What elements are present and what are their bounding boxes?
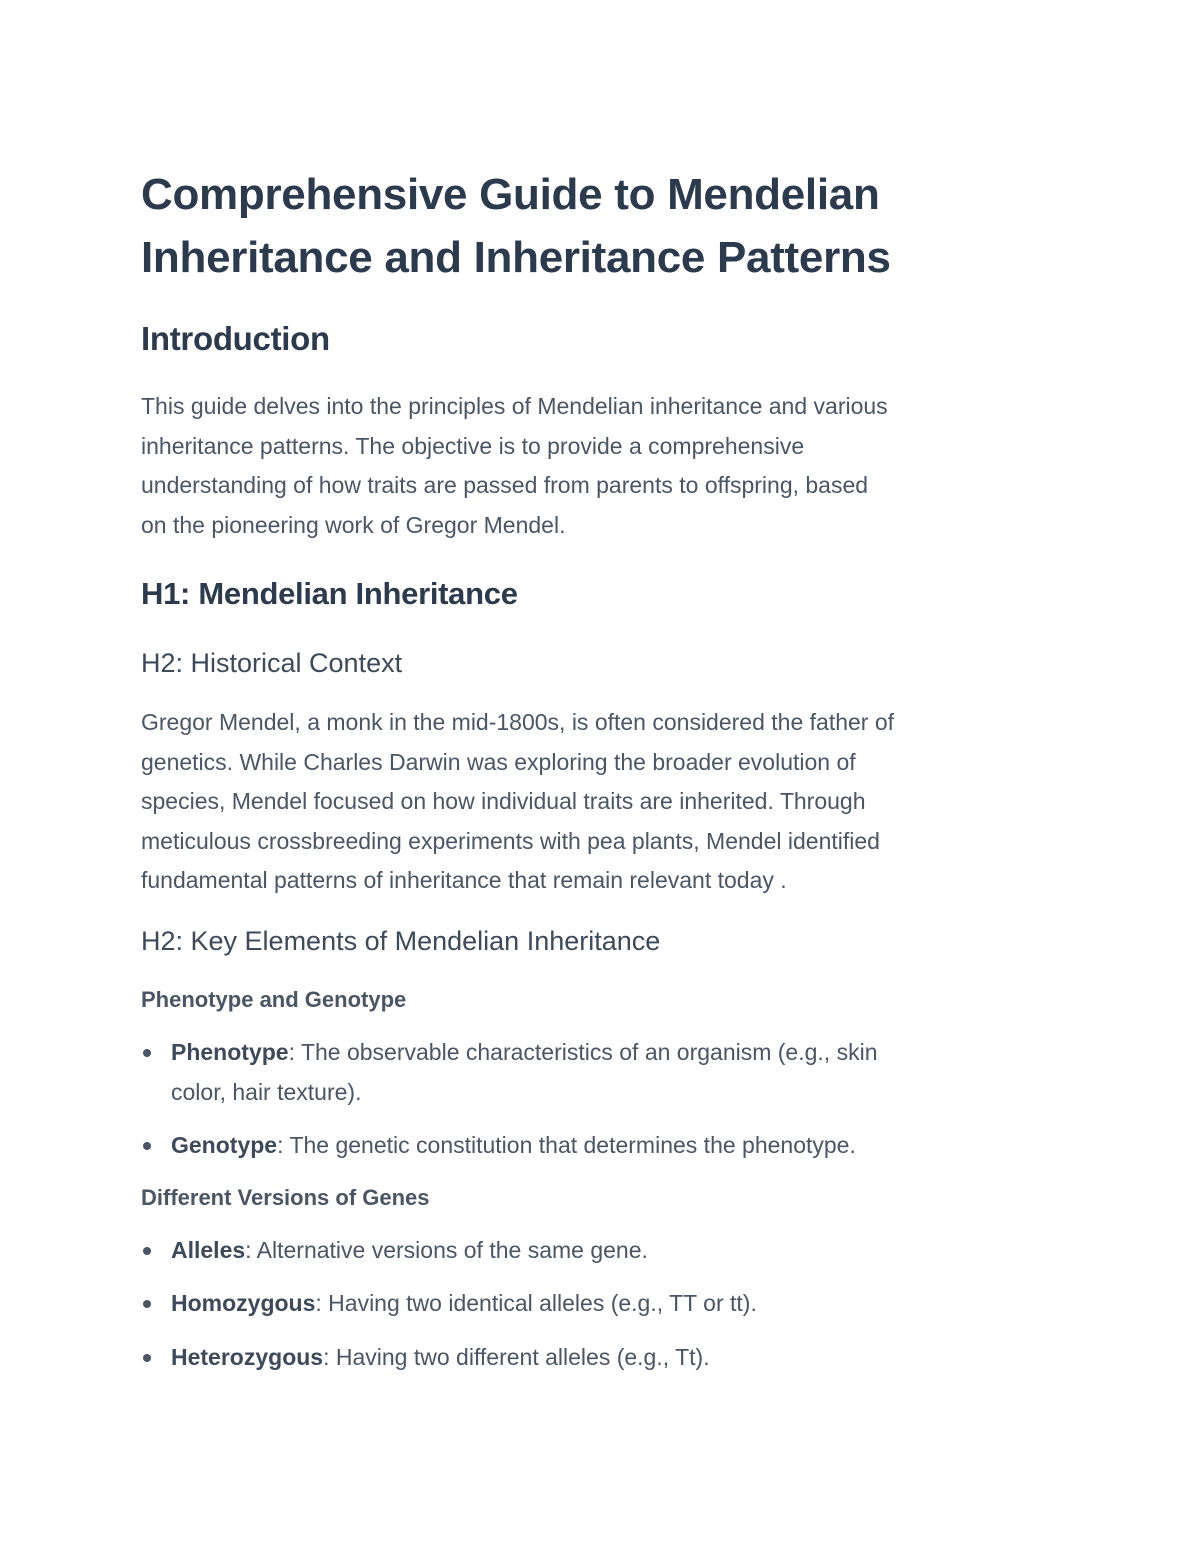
h2-historical-context: H2: Historical Context <box>141 648 403 678</box>
definition: : Having two different alleles (e.g., Tt). <box>323 1344 710 1370</box>
paragraph-line: Gregor Mendel, a monk in the mid-1800s, is often considered the father of <box>141 709 895 735</box>
paragraph-line: inheritance patterns. The objective is to provide a comprehensive <box>141 432 805 459</box>
h2-key-elements: H2: Key Elements of Mendelian Inheritance <box>141 926 661 956</box>
introduction-heading: Introduction <box>141 320 330 357</box>
term: Genotype <box>171 1132 278 1158</box>
bullet-icon <box>143 1049 151 1057</box>
bullet-icon <box>143 1142 151 1150</box>
paragraph-line: fundamental patterns of inheritance that remain relevant today . <box>141 867 787 893</box>
paragraph-line: genetics. While Charles Darwin was exploring the broader evolution of <box>141 748 856 775</box>
title-line: Comprehensive Guide to Mendelian <box>141 170 880 219</box>
list-item-homozygous <box>141 1284 757 1324</box>
paragraph-line: meticulous crossbreeding experiments with pea plants, Mendel identified <box>141 827 880 854</box>
bullet-icon <box>143 1300 151 1308</box>
phenotype-genotype-heading: Phenotype and Genotype <box>141 987 407 1012</box>
introduction-paragraph <box>141 387 888 545</box>
title-line: Inheritance and Inheritance Patterns <box>141 233 891 282</box>
term: Alleles <box>171 1237 246 1263</box>
historical-paragraph <box>141 703 894 901</box>
paragraph-line: understanding of how traits are passed from parents to offspring, based <box>141 472 869 498</box>
list-item-phenotype <box>141 1033 877 1112</box>
document-title <box>141 163 891 289</box>
paragraph-line: This guide delves into the principles of Mendelian inheritance and various <box>141 393 888 419</box>
term: Homozygous <box>171 1290 316 1316</box>
list-item-heterozygous <box>141 1338 710 1378</box>
versions-of-genes-heading: Different Versions of Genes <box>141 1185 430 1210</box>
term: Heterozygous <box>171 1344 324 1370</box>
definition: : Having two identical alleles (e.g., TT or tt). <box>315 1290 757 1316</box>
bullet-icon <box>143 1354 151 1362</box>
list-item-genotype <box>141 1126 856 1166</box>
definition-continued: color, hair texture). <box>171 1078 362 1105</box>
bullet-icon <box>143 1247 151 1255</box>
paragraph-line: species, Mendel focused on how individual traits are inherited. Through <box>141 788 866 814</box>
definition: : The observable characteristics of an organism (e.g., skin <box>288 1039 878 1065</box>
paragraph-line: on the pioneering work of Gregor Mendel. <box>141 511 566 538</box>
definition: : Alternative versions of the same gene. <box>245 1237 648 1263</box>
list-item-alleles <box>141 1231 648 1271</box>
definition: : The genetic constitution that determines the phenotype. <box>277 1132 856 1158</box>
term: Phenotype <box>171 1039 289 1065</box>
h1-mendelian-inheritance: H1: Mendelian Inheritance <box>141 576 518 611</box>
